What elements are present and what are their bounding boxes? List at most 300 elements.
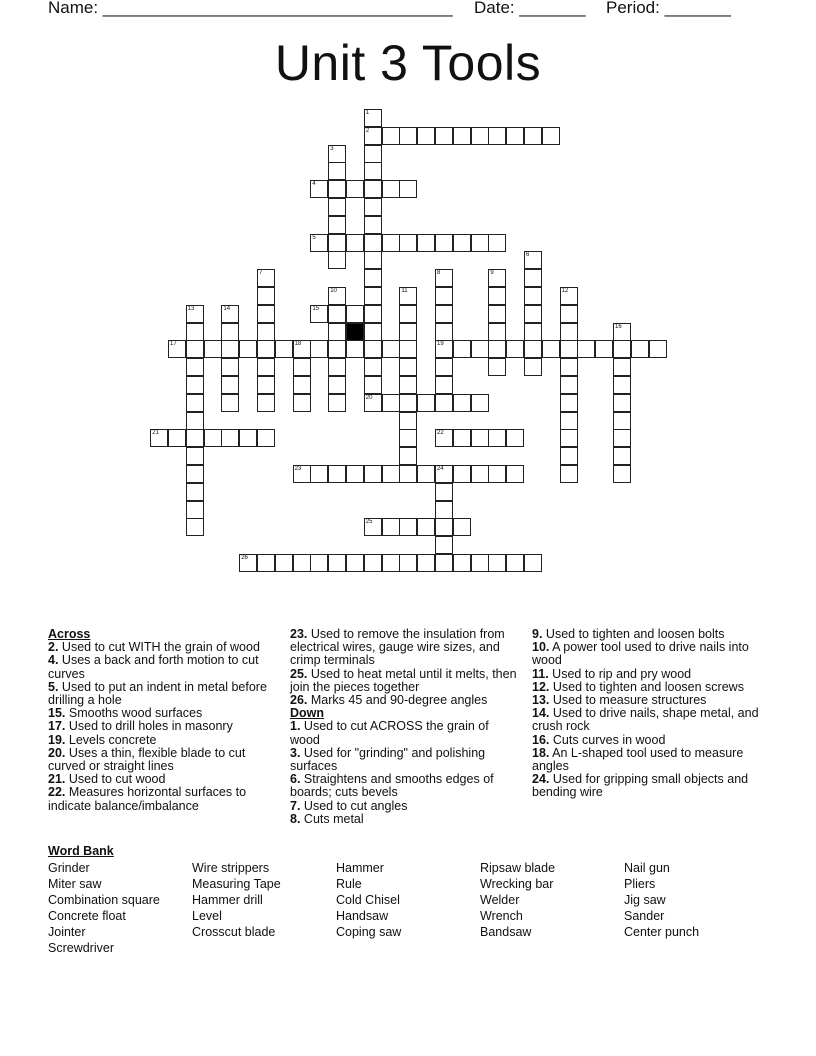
crossword-cell[interactable] xyxy=(257,376,275,394)
crossword-cell[interactable] xyxy=(417,394,435,412)
clue-item xyxy=(290,773,518,799)
crossword-cell[interactable] xyxy=(453,518,471,536)
clue-item xyxy=(290,628,518,668)
clue-number-label: 5 xyxy=(312,234,316,241)
clue-number: 22. xyxy=(48,785,66,800)
crossword-cell[interactable] xyxy=(560,447,578,465)
crossword-cell[interactable] xyxy=(417,554,435,572)
clue-number: 18. xyxy=(532,745,550,760)
word-bank-word: Rule xyxy=(336,877,362,891)
crossword-cell[interactable] xyxy=(613,447,631,465)
crossword-cell[interactable] xyxy=(186,483,204,501)
word-bank-word: Ripsaw blade xyxy=(480,861,556,875)
crossword-cell[interactable] xyxy=(453,394,471,412)
crossword-cell[interactable] xyxy=(524,340,542,358)
crossword-cell[interactable] xyxy=(506,429,524,447)
crossword-cell[interactable] xyxy=(524,554,542,572)
clue-text: Used to remove the insulation from electrical wires, gauge wire sizes, and crimp terminals xyxy=(290,627,505,668)
clue-text: Used to cut angles xyxy=(300,798,408,813)
crossword-cell[interactable] xyxy=(524,251,542,269)
crossword-cell[interactable] xyxy=(488,465,506,483)
crossword-cell[interactable] xyxy=(186,501,204,519)
clues-column-1 xyxy=(48,628,276,813)
crossword-cell[interactable] xyxy=(221,376,239,394)
word-bank-word: Wire strippers xyxy=(192,861,270,875)
clue-number-label: 12 xyxy=(561,288,569,294)
clue-item xyxy=(290,747,518,773)
clue-number-label: 7 xyxy=(259,270,263,277)
crossword-cell[interactable] xyxy=(417,234,435,252)
crossword-cell[interactable] xyxy=(328,234,346,252)
date-field[interactable]: Date: _______ xyxy=(474,0,586,17)
crossword-cell[interactable] xyxy=(186,518,204,536)
clue-text: Uses a back and forth motion to cut curves xyxy=(48,653,259,681)
crossword-cell[interactable] xyxy=(364,554,382,572)
clue-number-label: 21 xyxy=(152,430,159,437)
crossword-cell[interactable] xyxy=(257,358,275,376)
clue-text: Used to tighten and loosen screws xyxy=(549,679,744,694)
crossword-cell[interactable] xyxy=(221,305,239,323)
clue-number-label: 13 xyxy=(187,305,195,312)
crossword-cell[interactable] xyxy=(364,340,382,358)
crossword-cell[interactable] xyxy=(560,429,578,447)
crossword-cell[interactable] xyxy=(488,234,506,252)
word-bank-word: Jointer xyxy=(48,925,86,939)
crossword-cell[interactable] xyxy=(613,429,631,447)
crossword-cell[interactable] xyxy=(399,305,417,323)
crossword-cell[interactable] xyxy=(488,127,506,145)
clue-item xyxy=(290,813,518,826)
crossword-cell[interactable] xyxy=(328,376,346,394)
crossword-cell[interactable] xyxy=(488,340,506,358)
clue-number: 17. xyxy=(48,719,66,734)
crossword-cell[interactable] xyxy=(435,269,453,287)
crossword-cell[interactable] xyxy=(186,323,204,341)
clue-number: 4. xyxy=(48,653,59,668)
crossword-cell[interactable] xyxy=(275,340,293,358)
crossword-cell[interactable] xyxy=(186,340,204,358)
clue-number: 23. xyxy=(290,627,308,641)
crossword-cell[interactable] xyxy=(453,429,471,447)
clue-number: 20. xyxy=(48,745,66,760)
crossword-cell[interactable] xyxy=(488,323,506,341)
crossword-cell[interactable] xyxy=(399,127,417,145)
clue-text: Used for "grinding" and polishing surfaces xyxy=(290,745,486,774)
word-bank-column xyxy=(480,860,555,940)
crossword-cell[interactable] xyxy=(257,340,275,358)
crossword-cell[interactable] xyxy=(168,340,186,358)
crossword-cell[interactable] xyxy=(399,554,417,572)
clue-item xyxy=(532,747,764,773)
crossword-cell[interactable] xyxy=(560,412,578,430)
clue-number-label: 4 xyxy=(312,181,316,188)
word-bank-word: Pliers xyxy=(624,877,656,891)
crossword-cell[interactable] xyxy=(435,518,453,536)
crossword-cell[interactable] xyxy=(560,394,578,412)
clue-number: 1. xyxy=(290,719,301,734)
crossword-cell[interactable] xyxy=(560,287,578,305)
crossword-cell[interactable] xyxy=(364,269,382,287)
crossword-cell[interactable] xyxy=(328,554,346,572)
clue-section-heading: Down xyxy=(290,706,325,721)
crossword-cell[interactable] xyxy=(293,340,311,358)
clue-text: Used to drill holes in masonry xyxy=(65,719,233,734)
crossword-cell[interactable] xyxy=(524,305,542,323)
crossword-cell[interactable] xyxy=(364,323,382,341)
crossword-cell[interactable] xyxy=(560,358,578,376)
crossword-cell[interactable] xyxy=(435,536,453,554)
crossword-cell[interactable] xyxy=(613,376,631,394)
clue-text: Used for gripping small objects and bending wire xyxy=(532,772,749,800)
crossword-cell[interactable] xyxy=(399,287,417,305)
crossword-cell[interactable] xyxy=(488,305,506,323)
clue-number: 3. xyxy=(290,745,301,760)
crossword-cell[interactable] xyxy=(542,340,560,358)
crossword-cell[interactable] xyxy=(542,127,560,145)
crossword-cell[interactable] xyxy=(560,323,578,341)
crossword-cell[interactable] xyxy=(364,251,382,269)
word-bank-word: Grinder xyxy=(48,861,90,875)
crossword-cell[interactable] xyxy=(399,447,417,465)
crossword-cell[interactable] xyxy=(417,518,435,536)
crossword-cell[interactable] xyxy=(221,429,239,447)
crossword-cell[interactable] xyxy=(257,323,275,341)
crossword-cell[interactable] xyxy=(239,340,257,358)
word-bank-column xyxy=(48,860,160,956)
crossword-cell[interactable] xyxy=(328,216,346,234)
crossword-cell[interactable] xyxy=(328,162,346,180)
clue-number-label: 19 xyxy=(437,341,444,348)
clue-number: 15. xyxy=(48,706,66,721)
crossword-cell[interactable] xyxy=(346,554,364,572)
crossword-cell[interactable] xyxy=(364,198,382,216)
clue-text: Smooths wood surfaces xyxy=(65,706,203,721)
clue-text: Measures horizontal surfaces to indicate balance/imbalance xyxy=(48,785,247,813)
crossword-cell[interactable] xyxy=(506,554,524,572)
crossword-cell[interactable] xyxy=(346,180,364,198)
clue-text: Levels concrete xyxy=(65,732,157,747)
clue-text: A power tool used to drive nails into wood xyxy=(532,640,749,668)
crossword-cell[interactable] xyxy=(328,358,346,376)
crossword-cell[interactable] xyxy=(239,554,257,572)
crossword-cell[interactable] xyxy=(346,305,364,323)
crossword-cell[interactable] xyxy=(382,340,400,358)
crossword-cell[interactable] xyxy=(524,287,542,305)
crossword-cell[interactable] xyxy=(328,305,346,323)
crossword-cell[interactable] xyxy=(382,518,400,536)
crossword-cell[interactable] xyxy=(435,483,453,501)
crossword-cell[interactable] xyxy=(328,198,346,216)
crossword-cell[interactable] xyxy=(399,465,417,483)
crossword-cell[interactable] xyxy=(649,340,667,358)
crossword-cell[interactable] xyxy=(310,340,328,358)
crossword-cell[interactable] xyxy=(471,127,489,145)
word-bank-word: Wrecking bar xyxy=(480,877,554,891)
crossword-cell[interactable] xyxy=(382,234,400,252)
crossword-cell[interactable] xyxy=(293,394,311,412)
word-bank-title: Word Bank xyxy=(48,844,114,858)
clue-item xyxy=(532,773,764,799)
crossword-cell[interactable] xyxy=(595,340,613,358)
crossword-cell[interactable] xyxy=(382,554,400,572)
crossword-cell[interactable] xyxy=(310,180,328,198)
crossword-cell[interactable] xyxy=(364,234,382,252)
crossword-cell[interactable] xyxy=(417,127,435,145)
crossword-cell[interactable] xyxy=(560,305,578,323)
clue-number: 7. xyxy=(290,798,301,813)
clue-text: Straightens and smooths edges of boards; cuts bevels xyxy=(290,772,494,800)
word-bank-word: Coping saw xyxy=(336,925,402,939)
crossword-cell[interactable] xyxy=(186,376,204,394)
crossword-cell[interactable] xyxy=(328,180,346,198)
crossword-cell[interactable] xyxy=(346,340,364,358)
crossword-cell[interactable] xyxy=(293,358,311,376)
crossword-cell[interactable] xyxy=(613,465,631,483)
crossword-cell[interactable] xyxy=(471,340,489,358)
crossword-cell[interactable] xyxy=(488,287,506,305)
word-bank-word: Jig saw xyxy=(624,893,666,907)
crossword-cell[interactable] xyxy=(471,394,489,412)
crossword-cell[interactable] xyxy=(346,234,364,252)
crossword-cell[interactable] xyxy=(435,340,453,358)
crossword-cell[interactable] xyxy=(328,465,346,483)
word-bank-word: Bandsaw xyxy=(480,925,532,939)
crossword-cell[interactable] xyxy=(257,429,275,447)
clue-number: 21. xyxy=(48,772,66,787)
period-field[interactable]: Period: _______ xyxy=(606,0,731,17)
crossword-cell[interactable] xyxy=(221,323,239,341)
crossword-cell[interactable] xyxy=(524,127,542,145)
crossword-cell[interactable] xyxy=(560,340,578,358)
crossword-cell[interactable] xyxy=(435,287,453,305)
crossword-cell[interactable] xyxy=(364,145,382,163)
crossword-cell[interactable] xyxy=(435,429,453,447)
crossword-cell[interactable] xyxy=(613,340,631,358)
crossword-cell[interactable] xyxy=(613,394,631,412)
crossword-cell[interactable] xyxy=(506,340,524,358)
crossword-cell[interactable] xyxy=(328,251,346,269)
clue-number: 12. xyxy=(532,679,550,694)
clue-number-label: 15 xyxy=(312,305,320,312)
crossword-cell[interactable] xyxy=(221,394,239,412)
clue-text: Used to measure structures xyxy=(549,693,707,708)
crossword-cell[interactable] xyxy=(399,180,417,198)
word-bank-word: Nail gun xyxy=(624,861,670,875)
crossword-cell[interactable] xyxy=(221,358,239,376)
crossword-cell[interactable] xyxy=(364,465,382,483)
crossword-cell[interactable] xyxy=(186,394,204,412)
clue-item xyxy=(290,694,518,707)
crossword-cell[interactable] xyxy=(399,412,417,430)
crossword-cell[interactable] xyxy=(310,305,328,323)
crossword-cell[interactable] xyxy=(221,340,239,358)
crossword-cell[interactable] xyxy=(613,323,631,341)
clue-item xyxy=(48,786,276,812)
word-bank-word: Level xyxy=(192,909,222,923)
crossword-cell[interactable] xyxy=(435,394,453,412)
crossword-cell[interactable] xyxy=(453,465,471,483)
clue-number-label: 14 xyxy=(223,305,231,312)
crossword-cell[interactable] xyxy=(310,465,328,483)
crossword-cell[interactable] xyxy=(186,412,204,430)
clue-text: Used to heat metal until it melts, then join the pieces together xyxy=(290,666,517,694)
crossword-cell[interactable] xyxy=(488,269,506,287)
crossword-cell[interactable] xyxy=(524,269,542,287)
crossword-cell[interactable] xyxy=(399,234,417,252)
crossword-cell[interactable] xyxy=(506,465,524,483)
word-bank-column xyxy=(336,860,401,940)
clue-number-label: 6 xyxy=(526,252,530,259)
crossword-cell[interactable] xyxy=(150,429,168,447)
clue-text: Used to cut wood xyxy=(65,772,166,787)
crossword-cell[interactable] xyxy=(257,554,275,572)
clue-item xyxy=(48,654,276,680)
crossword-cell[interactable] xyxy=(293,465,311,483)
crossword-cell[interactable] xyxy=(257,269,275,287)
clue-number: 26. xyxy=(290,693,308,708)
crossword-cell[interactable] xyxy=(471,429,489,447)
crossword-cell[interactable] xyxy=(364,394,382,412)
crossword-cell[interactable] xyxy=(364,162,382,180)
crossword-cell[interactable] xyxy=(524,358,542,376)
crossword-cell[interactable] xyxy=(186,305,204,323)
word-bank-column xyxy=(192,860,281,940)
crossword-cell[interactable] xyxy=(435,358,453,376)
crossword-cell[interactable] xyxy=(293,376,311,394)
clue-number-label: 3 xyxy=(330,145,334,152)
crossword-cell[interactable] xyxy=(328,145,346,163)
crossword-cell[interactable] xyxy=(560,376,578,394)
crossword-cell[interactable] xyxy=(435,501,453,519)
crossword-cell[interactable] xyxy=(471,554,489,572)
crossword-cell[interactable] xyxy=(524,323,542,341)
clue-number: 25. xyxy=(290,666,308,681)
crossword-cell[interactable] xyxy=(435,465,453,483)
clue-text: Used to rip and pry wood xyxy=(548,666,692,681)
crossword-cell[interactable] xyxy=(346,465,364,483)
word-bank-word: Hammer drill xyxy=(192,893,263,907)
word-bank-word: Cold Chisel xyxy=(336,893,400,907)
crossword-cell[interactable] xyxy=(257,394,275,412)
crossword-cell[interactable] xyxy=(506,127,524,145)
word-bank-word: Sander xyxy=(624,909,665,923)
clue-item xyxy=(290,668,518,694)
crossword-cell[interactable] xyxy=(453,127,471,145)
clue-number: 2. xyxy=(48,640,59,655)
clue-number: 14. xyxy=(532,706,550,721)
word-bank-word: Crosscut blade xyxy=(192,925,276,939)
crossword-cell[interactable] xyxy=(613,412,631,430)
crossword-cell[interactable] xyxy=(560,465,578,483)
clue-number-label: 18 xyxy=(294,341,302,348)
crossword-cell[interactable] xyxy=(364,180,382,198)
crossword-cell[interactable] xyxy=(186,358,204,376)
clue-number-label: 8 xyxy=(437,270,441,277)
name-field[interactable]: Name: _____________________________________ xyxy=(48,0,453,17)
crossword-cell[interactable] xyxy=(488,429,506,447)
crossword-cell[interactable] xyxy=(453,340,471,358)
crossword-cell[interactable] xyxy=(328,287,346,305)
crossword-cell[interactable] xyxy=(399,358,417,376)
crossword-cell[interactable] xyxy=(204,429,222,447)
clue-number: 24. xyxy=(532,772,550,787)
crossword-cell[interactable] xyxy=(417,465,435,483)
crossword-cell[interactable] xyxy=(613,358,631,376)
crossword-cell[interactable] xyxy=(364,518,382,536)
crossword-cell[interactable] xyxy=(577,340,595,358)
crossword-cell[interactable] xyxy=(399,376,417,394)
word-bank-word: Handsaw xyxy=(336,909,389,923)
crossword-cell[interactable] xyxy=(382,465,400,483)
crossword-cell[interactable] xyxy=(364,127,382,145)
crossword-cell[interactable] xyxy=(399,518,417,536)
crossword-cell[interactable] xyxy=(435,127,453,145)
crossword-cell[interactable] xyxy=(364,376,382,394)
crossword-cell[interactable] xyxy=(364,305,382,323)
crossword-cell[interactable] xyxy=(364,287,382,305)
crossword-cell[interactable] xyxy=(435,376,453,394)
clue-text: Cuts curves in wood xyxy=(549,732,666,747)
crossword-cell[interactable] xyxy=(328,394,346,412)
crossword-cell[interactable] xyxy=(328,340,346,358)
crossword-cell[interactable] xyxy=(399,340,417,358)
crossword-cell[interactable] xyxy=(382,394,400,412)
crossword-cell[interactable] xyxy=(293,554,311,572)
clue-number-label: 26 xyxy=(241,555,248,561)
clue-text: Marks 45 and 90-degree angles xyxy=(307,693,488,708)
word-bank-word: Welder xyxy=(480,893,520,907)
crossword-cell[interactable] xyxy=(328,323,346,341)
crossword-cell[interactable] xyxy=(471,234,489,252)
crossword-cell[interactable] xyxy=(435,234,453,252)
crossword-cell[interactable] xyxy=(488,554,506,572)
crossword-cell[interactable] xyxy=(257,287,275,305)
word-bank-word: Wrench xyxy=(480,909,523,923)
crossword-cell[interactable] xyxy=(310,554,328,572)
crossword-cell[interactable] xyxy=(488,358,506,376)
crossword-cell[interactable] xyxy=(364,109,382,127)
crossword-cell[interactable] xyxy=(382,127,400,145)
crossword-cell[interactable] xyxy=(186,429,204,447)
crossword-cell[interactable] xyxy=(364,358,382,376)
clue-number: 13. xyxy=(532,693,550,708)
crossword-cell[interactable] xyxy=(186,465,204,483)
crossword-cell[interactable] xyxy=(399,394,417,412)
crossword-cell[interactable] xyxy=(382,180,400,198)
crossword-cell[interactable] xyxy=(453,234,471,252)
crossword-cell[interactable] xyxy=(310,234,328,252)
crossword-cell[interactable] xyxy=(453,554,471,572)
crossword-cell[interactable] xyxy=(471,465,489,483)
crossword-cell[interactable] xyxy=(239,429,257,447)
crossword-cell[interactable] xyxy=(399,323,417,341)
crossword-cell[interactable] xyxy=(435,305,453,323)
crossword-cell[interactable] xyxy=(364,216,382,234)
crossword-cell[interactable] xyxy=(631,340,649,358)
crossword-cell[interactable] xyxy=(186,447,204,465)
crossword-cell[interactable] xyxy=(399,429,417,447)
clue-number-label: 22 xyxy=(437,430,444,437)
word-bank-word: Concrete float xyxy=(48,909,126,923)
crossword-cell[interactable] xyxy=(168,429,186,447)
crossword-cell[interactable] xyxy=(435,554,453,572)
crossword-cell[interactable] xyxy=(204,340,222,358)
crossword-cell[interactable] xyxy=(435,323,453,341)
crossword-cell[interactable] xyxy=(275,554,293,572)
crossword-cell[interactable] xyxy=(257,305,275,323)
clue-number: 5. xyxy=(48,679,59,694)
word-bank-word: Miter saw xyxy=(48,877,102,891)
